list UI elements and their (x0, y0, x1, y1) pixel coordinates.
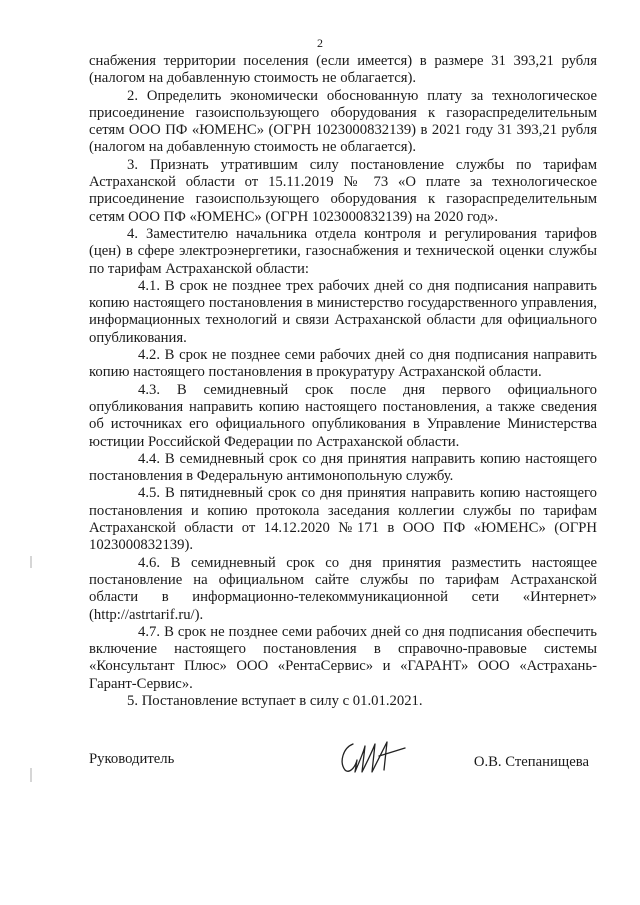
paragraph-4-3: 4.3. В семидневный срок после дня первого официального опубликования направить копию настоящего постановления, а также сведения об источниках его официального опубликования в Управление Министерства юстиции Российской Федерации по Астраханской области. (89, 381, 597, 450)
scan-edge-mark (30, 556, 32, 568)
paragraph-3: 3. Признать утратившим силу постановление службы по тарифам Астраханской области от 15.11.2019 № 73 «О плате за технологическое присоединение газоиспользующего оборудования к газораспределительным сетям ООО ПФ «ЮМЕНС» (ОГРН 1023000832139) на 2020 год». (89, 156, 597, 225)
paragraph-4: 4. Заместителю начальника отдела контроля и регулирования тарифов (цен) в сфере электроэнергетики, газоснабжения и технической оценки службы по тарифам Астраханской области: (89, 225, 597, 277)
signature-block (89, 740, 597, 780)
signatory-role: Руководитель (89, 751, 175, 767)
paragraph-4-4: 4.4. В семидневный срок со дня принятия направить копию настоящего постановления в Федеральную антимонопольную службу. (89, 450, 597, 485)
paragraph-4-7: 4.7. В срок не позднее семи рабочих дней со дня подписания обеспечить включение настоящего постановления в справочно-правовые системы «Консультант Плюс» ООО «РентаСервис» и «ГАРАНТ» ООО «Астрахань-Гарант-Сервис». (89, 623, 597, 692)
paragraph-4-1: 4.1. В срок не позднее трех рабочих дней со дня подписания направить копию настоящего постановления в министерство государственного управления, информационных технологий и связи Астраханской области для официального опубликования. (89, 277, 597, 346)
page-number: 2 (317, 36, 323, 50)
paragraph-4-5: 4.5. В пятидневный срок со дня принятия направить копию настоящего постановления и копию протокола заседания коллегии службы по тарифам Астраханской области от 14.12.2020 №171 в ООО ПФ «ЮМЕНС» (ОГРН 1023000832139). (89, 485, 597, 554)
paragraph-4-2: 4.2. В срок не позднее семи рабочих дней со дня подписания направить копию настоящего постановления в прокуратуру Астраханской области. (89, 347, 597, 381)
paragraph-5: 5. Постановление вступает в силу с 01.01.2021. (127, 692, 423, 709)
paragraph-2: 2. Определить экономически обоснованную плату за технологическое присоединение газоиспользующего оборудования к газораспределительным сетям ООО ПФ «ЮМЕНС» (ОГРН 1023000832139) в 2021 году 31 393,21 рубля (налогом на добавленную стоимость не облагается). (89, 87, 597, 156)
paragraph-continuation: снабжения территории поселения (если имеется) в размере 31 393,21 рубля (налогом на добавленную стоимость не облагается). (89, 53, 597, 87)
scan-edge-mark (30, 768, 32, 782)
document-body (89, 53, 597, 710)
signatory-name: О.В. Степанищева (473, 754, 589, 770)
paragraph-4-6: 4.6. В семидневный срок со дня принятия разместить настоящее постановление на официальном сайте службы по тарифам Астраханской области в информационно-телекоммуникационной сети «Интернет» (http://astrtarif.ru/). (89, 554, 597, 623)
handwritten-signature-icon (335, 736, 415, 778)
